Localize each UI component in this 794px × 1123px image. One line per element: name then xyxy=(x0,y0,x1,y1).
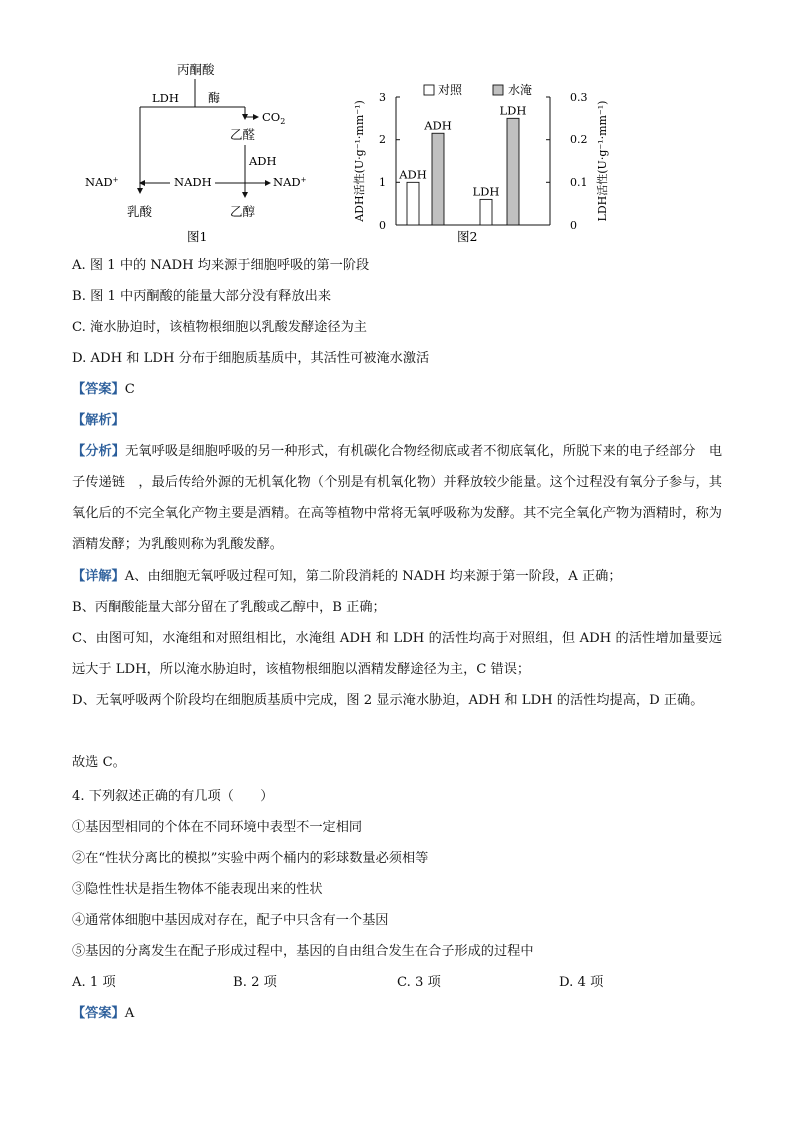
detail-text-a: A、由细胞无氧呼吸过程可知，第二阶段消耗的 NADH 均来源于第一阶段，A 正确； xyxy=(124,569,622,584)
figure2-caption: 图2 xyxy=(457,229,478,244)
bar-ldh-control xyxy=(480,199,492,225)
legend-flood-label: 水淹 xyxy=(508,83,533,97)
data-label-ldh-control: LDH xyxy=(472,184,500,199)
bar-adh-flood xyxy=(432,133,444,225)
q4-item-4: ④通常体细胞中基因成对存在，配子中只含有一个基因 xyxy=(72,913,389,928)
adh-enzyme-label: ADH xyxy=(249,154,277,168)
analysis-label: 【解析】 xyxy=(72,413,125,428)
choose-line: 故选 C。 xyxy=(72,755,126,770)
option-c: C. 淹水胁迫时，该植物根细胞以乳酸发酵途径为主 xyxy=(72,320,367,335)
lactic-label: 乳酸 xyxy=(127,204,153,219)
answer-value-2: A xyxy=(124,1006,135,1021)
detail-text-c: C、由图可知，水淹组和对照组相比，水淹组 ADH 和 LDH 的活性均高于对照组，但 ADH 的活性增加量要远远大于 LDH，所以淹水胁迫时，该植物根细胞以酒精发酵途径为主，C 错误； xyxy=(72,631,722,677)
option-a: A. 图 1 中的 NADH 均来源于细胞呼吸的第一阶段 xyxy=(72,258,370,273)
analysis-text: 无氧呼吸是细胞呼吸的另一种形式，有机碳化合物经彻底或者不彻底氧化，所脱下来的电子经部分 电子传递链 ，最后传给外源的无机氧化物（个别是有机氧化物）并释放较少能量。这个过程没有氧分子参与，其氧化后的不完全氧化产物主要是酒精。在高等植物中常将无氧呼吸称为发酵。其不完全氧化产物为酒精时，称为酒精发酵；为乳酸则称为乳酸发酵。 xyxy=(72,444,723,552)
figure1-caption: 图1 xyxy=(187,229,208,244)
detail-label: 【详解】 xyxy=(72,569,125,584)
detail-text-b: B、丙酮酸能量大部分留在了乳酸或乙醇中，B 正确； xyxy=(72,600,386,615)
q4-option-c: C. 3 项 xyxy=(397,975,441,990)
ldh-enzyme-label: LDH xyxy=(152,91,179,105)
ethanol-label: 乙醇 xyxy=(230,204,256,219)
right-tick-0.3: 0.3 xyxy=(570,91,588,104)
answer-label: 【答案】 xyxy=(72,382,125,397)
acetaldehyde-label: 乙醛 xyxy=(230,127,256,142)
left-tick-2: 2 xyxy=(379,133,386,146)
legend-control-swatch xyxy=(424,85,434,95)
q4-item-1: ①基因型相同的个体在不同环境中表型不一定相同 xyxy=(72,820,363,835)
right-tick-0.2: 0.2 xyxy=(570,133,588,146)
left-axis-label: ADH活性(U·g⁻¹·mm⁻¹) xyxy=(353,100,366,222)
nadh-label: NADH xyxy=(174,175,212,189)
nad-left-label: NAD+ xyxy=(85,175,119,189)
right-ticks xyxy=(546,91,588,232)
data-label-adh-flood: ADH xyxy=(424,118,452,133)
data-label-adh-control: ADH xyxy=(399,167,427,182)
legend-flood-swatch xyxy=(493,85,503,95)
bar-adh-control xyxy=(407,182,419,225)
option-b: B. 图 1 中丙酮酸的能量大部分没有释放出来 xyxy=(72,289,332,304)
q4-stem: 4. 下列叙述正确的有几项（ ） xyxy=(72,789,274,804)
right-tick-0.1: 0.1 xyxy=(570,176,588,189)
answer-value: C xyxy=(124,382,135,397)
left-ticks xyxy=(379,91,400,232)
bar-ldh-flood xyxy=(507,118,519,225)
q4-option-b: B. 2 项 xyxy=(233,975,277,990)
enzyme-label: 酶 xyxy=(208,91,221,105)
right-axis-label: LDH活性(U·g⁻¹·mm⁻¹) xyxy=(596,100,609,222)
q4-item-3: ③隐性性状是指生物体不能表现出来的性状 xyxy=(72,882,323,897)
q4-item-2: ②在“性状分离比的模拟”实验中两个桶内的彩球数量必须相等 xyxy=(72,851,429,866)
co2-label: $CO_2$ xyxy=(262,110,286,126)
option-d: D. ADH 和 LDH 分布于细胞质基质中，其活性可被淹水激活 xyxy=(72,351,430,366)
figure2-chart xyxy=(352,82,609,244)
answer-row-2 xyxy=(72,1004,134,1024)
data-label-ldh-flood: LDH xyxy=(499,103,527,118)
detail-text-d: D、无氧呼吸两个阶段均在细胞质基质中完成，图 2 显示淹水胁迫，ADH 和 LDH 的活性均提高，D 正确。 xyxy=(72,693,704,708)
answer-row-1 xyxy=(72,380,135,400)
pyruvate-label: 丙酮酸 xyxy=(177,62,215,77)
left-tick-3: 3 xyxy=(379,91,386,104)
left-tick-0: 0 xyxy=(379,219,386,232)
q4-option-a: A. 1 项 xyxy=(72,975,116,990)
answer-label-2: 【答案】 xyxy=(72,1006,125,1021)
detail-paragraph-a xyxy=(72,561,722,592)
right-tick-0: 0 xyxy=(570,219,577,232)
left-tick-1: 1 xyxy=(379,176,386,189)
figures xyxy=(70,55,630,255)
nad-right-label: NAD+ xyxy=(273,175,307,189)
q4-item-5: ⑤基因的分离发生在配子形成过程中，基因的自由组合发生在合子形成的过程中 xyxy=(72,944,534,959)
legend-control-label: 对照 xyxy=(438,83,463,97)
q4-option-d: D. 4 项 xyxy=(559,975,604,990)
figure1-diagram xyxy=(85,62,307,244)
analysis-sub-label: 【分析】 xyxy=(72,444,126,459)
analysis-paragraph xyxy=(72,436,722,560)
